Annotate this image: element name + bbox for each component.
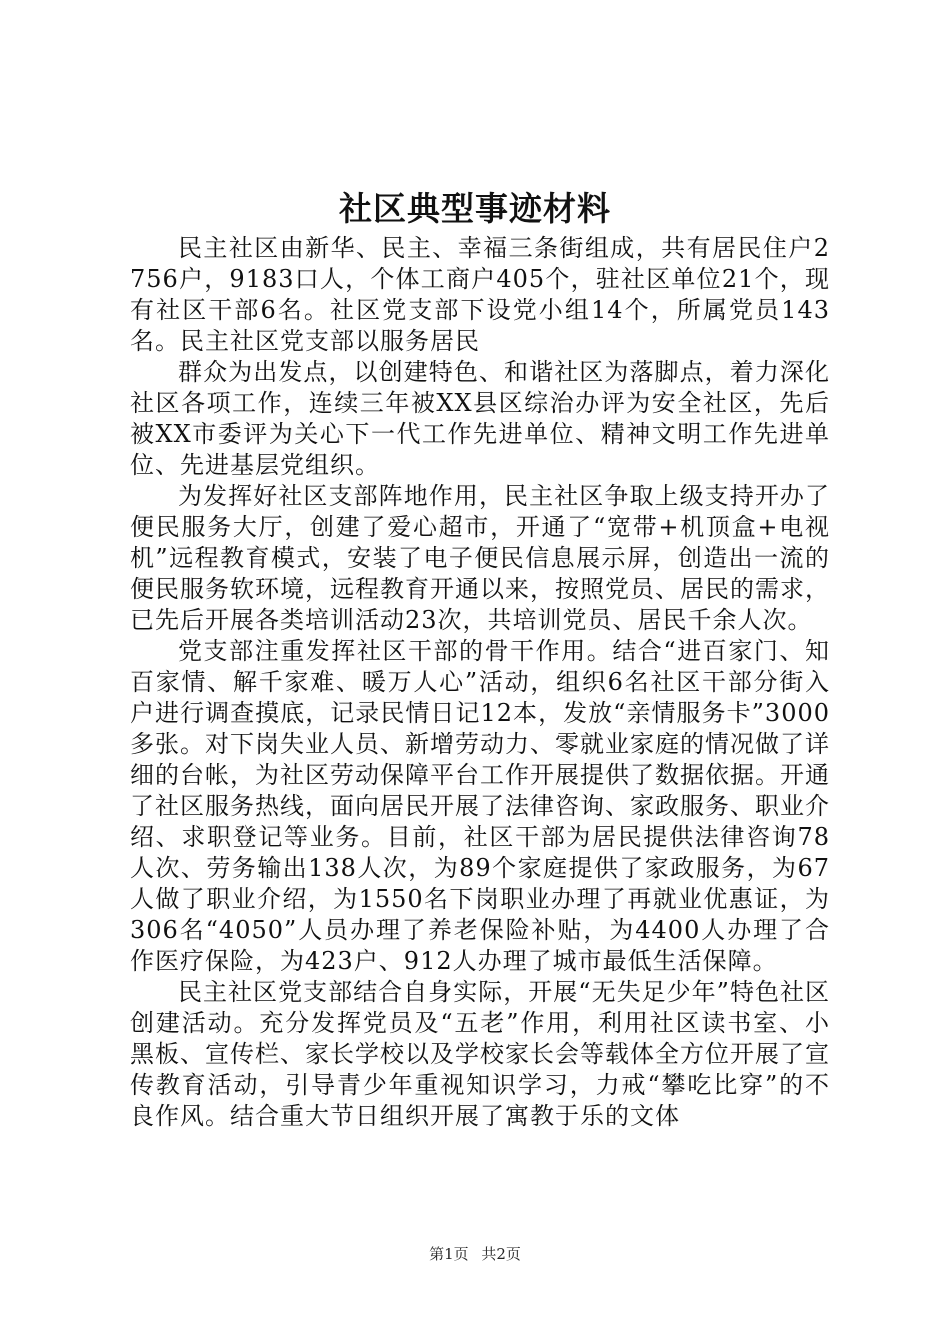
page-total: 共2页 [481, 1245, 521, 1263]
paragraph: 党支部注重发挥社区干部的骨干作用。结合“进百家门、知百家情、解千家难、暖万人心”活动，组织6名社区干部分街入户进行调查摸底，记录民情日记12本，发放“亲情服务卡”3000多张。对下岗失业人员、新增劳动力、零就业家庭的情况做了详细的台帐，为社区劳动保障平台工作开展提供了数据依据。开通了社区服务热线，面向居民开展了法律咨询、家政服务、职业介绍、求职登记等业务。目前，社区干部为居民提供法律咨询78人次、劳务输出138人次，为89个家庭提供了家政服务，为67人做了职业介绍，为1550名下岗职业办理了再就业优惠证，为306名“4050”人员办理了养老保险补贴，为4400人办理了合作医疗保险，为423户、912人办理了城市最低生活保障。 [130, 637, 830, 975]
document-body [130, 233, 830, 1132]
paragraph: 民主社区由新华、民主、幸福三条街组成，共有居民住户2756户，9183口人，个体工商户405个，驻社区单位21个，现有社区干部6名。社区党支部下设党小组14个，所属党员143名。民主社区党支部以服务居民 [130, 234, 830, 355]
document-title: 社区典型事迹材料 [339, 189, 611, 228]
paragraph: 群众为出发点，以创建特色、和谐社区为落脚点，着力深化社区各项工作，连续三年被XX县区综治办评为安全社区，先后被XX市委评为关心下一代工作先进单位、精神文明工作先进单位、先进基层党组织。 [130, 358, 830, 479]
paragraph: 民主社区党支部结合自身实际，开展“无失足少年”特色社区创建活动。充分发挥党员及“五老”作用，利用社区读书室、小黑板、宣传栏、家长学校以及学校家长会等载体全方位开展了宣传教育活动，引导青少年重视知识学习，力戒“攀吃比穿”的不良作风。结合重大节日组织开展了寓教于乐的文体 [130, 978, 830, 1130]
page-number: 第1页 [429, 1245, 469, 1263]
paragraph: 为发挥好社区支部阵地作用，民主社区争取上级支持开办了便民服务大厅，创建了爱心超市，开通了“宽带+机顶盒+电视机”远程教育模式，安装了电子便民信息展示屏，创造出一流的便民服务软环境，远程教育开通以来，按照党员、居民的需求，已先后开展各类培训活动23次，共培训党员、居民千余人次。 [130, 482, 830, 634]
page-footer [0, 1243, 950, 1265]
